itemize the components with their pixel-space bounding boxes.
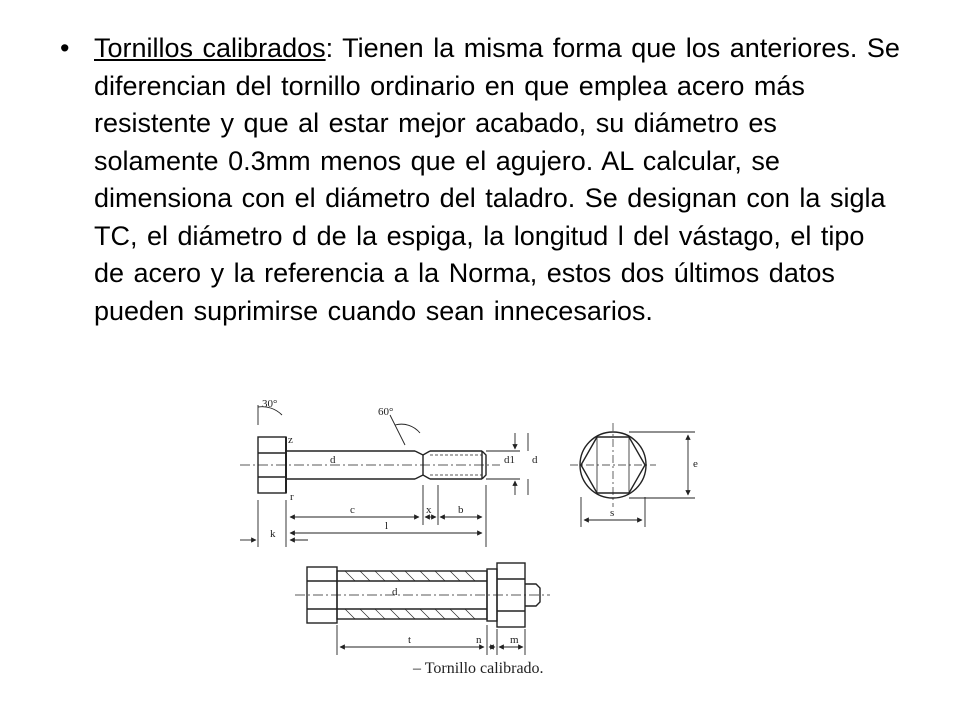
label-r: r [290, 491, 294, 503]
label-d-lower: d [392, 586, 398, 598]
label-d-right: d [532, 454, 538, 466]
label-d: d [330, 454, 336, 466]
label-c: c [350, 504, 355, 516]
bullet-paragraph [94, 30, 900, 330]
bolt-technical-drawing [210, 385, 730, 700]
label-angle-head: 30° [262, 398, 278, 410]
slide-text-block [60, 30, 900, 330]
label-b: b [458, 504, 464, 516]
label-e: e [693, 458, 698, 470]
figure-caption: – Tornillo calibrado. [413, 660, 544, 677]
term-heading: Tornillos calibrados [94, 33, 326, 63]
label-n: n [476, 634, 482, 646]
label-l: l [385, 520, 389, 532]
bullet-marker: • [60, 33, 70, 63]
label-x: x [426, 504, 432, 516]
drawing-svg [210, 385, 730, 700]
label-z: z [288, 434, 293, 446]
label-angle-thread: 60° [378, 406, 394, 418]
lower-dimension-lines [337, 625, 525, 655]
label-k: k [270, 528, 276, 540]
hexagon-dimensions [581, 432, 695, 527]
label-d1: d1 [504, 454, 515, 466]
label-m: m [510, 634, 519, 646]
label-t: t [408, 634, 412, 646]
term-colon: : [325, 33, 334, 63]
hexagon-end-view [570, 423, 656, 507]
paragraph-body: Tienen la misma forma que los anteriores. Se diferencian del tornillo ordinario en que emplea acero más resistente y que al estar mejor acabado, su diámetro es solamente 0.3mm menos que el agujero. AL calcular, se dimensiona con el diámetro del taladro. Se designan con la sigla TC, el diámetro d de la espiga, la longitud l del vástago, el tipo de acero y la referencia a la Norma, estos dos últimos datos pueden suprimirse cuando sean innecesarios. [94, 33, 900, 326]
label-s: s [610, 507, 615, 519]
